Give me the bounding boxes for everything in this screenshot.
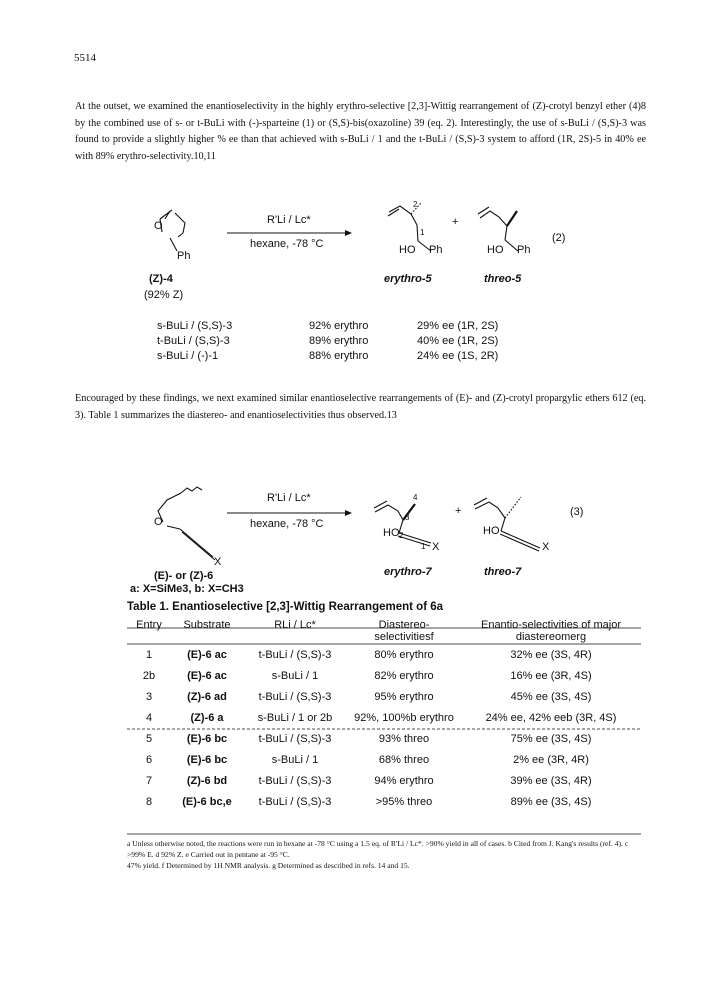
cell-enantio: 32% ee (3S, 4R): [510, 648, 592, 661]
table-row: [127, 644, 641, 665]
cell-substrate: (Z)-6 bd: [186, 774, 228, 787]
cell-rli: s-BuLi / 1: [271, 669, 319, 682]
scheme1-conditions: hexane, -78 °C: [250, 238, 324, 250]
cell-entry: 6: [145, 753, 153, 766]
scheme1-product2-label: threo-5: [484, 273, 522, 285]
scheme1-ph-1: Ph: [429, 244, 443, 256]
scheme2-x-2: X: [542, 541, 550, 553]
cell-substrate: (E)-6 bc,e: [182, 795, 232, 808]
cell-substrate: (Z)-6 a: [190, 711, 224, 724]
scheme2-x-label: X: [214, 556, 222, 568]
scheme1-num1: 1: [420, 228, 425, 237]
cell-enantio: 2% ee (3R, 4R): [513, 753, 589, 766]
scheme1-ho-1: HO: [399, 244, 416, 256]
condition-reagent: s-BuLi / (-)-1: [157, 350, 219, 362]
table-row: [127, 665, 641, 686]
cell-substrate: (E)-6 ac: [187, 669, 227, 682]
cell-substrate: (Z)-6 ad: [187, 690, 227, 703]
substrate-4-skeleton: [175, 213, 185, 237]
scheme1-substrate-label: (Z)-4: [149, 273, 173, 285]
condition-selectivity: 92% erythro: [309, 320, 369, 332]
scheme2-eq-label: (3): [570, 506, 584, 518]
condition-row: [157, 319, 498, 334]
scheme1-plus: +: [452, 216, 459, 228]
condition-ee: 40% ee (1R, 2S): [417, 335, 499, 347]
scheme2-plus: +: [455, 505, 462, 517]
cell-rli: s-BuLi / 1 or 2b: [257, 711, 333, 724]
scheme2-x-1: X: [432, 541, 440, 553]
table-title: Table 1. Enantioselective [2,3]-Wittig Rearrangement of 6a: [127, 601, 444, 613]
table-footnotes: [127, 838, 641, 871]
threo-7-hash: [505, 497, 521, 518]
condition-row: [157, 349, 498, 364]
table-row: [127, 749, 641, 770]
scheme2-product2-label: threo-7: [484, 566, 522, 578]
header-rli: RLi / Lc*: [274, 619, 316, 631]
header-substrate: Substrate: [183, 619, 231, 631]
table-row: [127, 791, 641, 812]
cell-rli: t-BuLi / (S,S)-3: [258, 690, 332, 703]
header-enantio: Enantio-selectivities of major diastereomerg: [480, 619, 621, 643]
scheme2-substrate-def: a: X=SiMe3, b: X=CH3: [130, 583, 244, 595]
threo-7-alkyne: [500, 534, 539, 551]
table-row: [127, 728, 641, 749]
scheme2-num2: 2: [399, 531, 404, 540]
scheme1-reagent: R'Li / Lc*: [267, 214, 311, 226]
condition-selectivity: 88% erythro: [309, 350, 369, 362]
threo-5-chain: [480, 211, 507, 240]
scheme1-o-label: O: [154, 220, 163, 232]
cell-diastereo: >95% threo: [375, 795, 433, 808]
footnote-line-1: a Unless otherwise noted, the reactions were run in hexane at -78 °C using a 1.5 eq. of R'Li / Lc*. >90% yield in all of cases. b Cited from J. Kang's results (ref. 4). c >99% E. d 92% Z. e Carried out in pentane at -95 °C.: [127, 839, 629, 859]
cell-diastereo: 94% erythro: [374, 774, 434, 787]
scheme2-product1-label: erythro-7: [384, 566, 432, 578]
cell-diastereo: 95% erythro: [374, 690, 434, 703]
substrate-6-bond: [167, 526, 180, 529]
scheme2-substrate-label: (E)- or (Z)-6: [154, 570, 214, 582]
header-diastereo: Diastereo-selectivitiesf: [374, 619, 434, 643]
scheme2-num1: 1: [421, 542, 426, 551]
scheme2-reagent: R'Li / Lc*: [267, 492, 311, 504]
scheme1-num2: 2: [413, 200, 418, 209]
substrate-6-alkyne: [180, 529, 213, 557]
cell-rli: t-BuLi / (S,S)-3: [258, 648, 332, 661]
results-table: [127, 618, 641, 812]
scheme2-o-label: O: [154, 516, 163, 528]
scheme1-product1-label: erythro-5: [384, 273, 432, 285]
cell-enantio: 89% ee (3S, 4S): [510, 795, 592, 808]
cell-rli: s-BuLi / 1: [271, 753, 319, 766]
scheme2-ho-1: HO: [383, 527, 400, 539]
table-row: [127, 770, 641, 791]
header-entry: Entry: [136, 619, 162, 631]
cell-substrate: (E)-6 bc: [186, 753, 228, 766]
scheme1-eq-label: (2): [552, 232, 566, 244]
scheme2-num3: 3: [405, 513, 410, 522]
cell-entry: 2b: [142, 669, 156, 682]
condition-reagent: t-BuLi / (S,S)-3: [157, 335, 230, 347]
cell-enantio: 75% ee (3S, 4S): [510, 732, 592, 745]
scheme2-conditions: hexane, -78 °C: [250, 518, 324, 530]
condition-ee: 29% ee (1R, 2S): [417, 320, 499, 332]
cell-entry: 5: [145, 732, 153, 745]
condition-row: [157, 334, 498, 349]
cell-diastereo: 80% erythro: [374, 648, 434, 661]
cell-substrate: (E)-6 ac: [187, 648, 227, 661]
table-row: [127, 686, 641, 707]
cell-enantio: 39% ee (3S, 4R): [510, 774, 592, 787]
condition-selectivity: 89% erythro: [309, 335, 369, 347]
substrate-6-wavy: [181, 487, 202, 493]
table-row: [127, 707, 641, 728]
scheme1-ph-2: Ph: [517, 244, 531, 256]
threo-7-alkyne: [501, 531, 540, 548]
cell-enantio: 16% ee (3R, 4S): [510, 669, 592, 682]
paragraph-encouraged: Encouraged by these findings, we next examined similar enantioselective rearrangements of (E)- and (Z)-crotyl propargylic ethers 612 (eq. 3). Table 1 summarizes the diastereo- and enantioselectivities thus observed.13: [75, 393, 646, 421]
cell-entry: 7: [145, 774, 153, 787]
cell-entry: 8: [145, 795, 153, 808]
cell-enantio: 24% ee, 42% eeb (3R, 4S): [485, 711, 617, 724]
condition-ee: 24% ee (1S, 2R): [417, 350, 499, 362]
scheme2-num4: 4: [413, 493, 418, 502]
cell-substrate: (E)-6 bc: [186, 732, 228, 745]
scheme1-ho-2: HO: [487, 244, 504, 256]
cell-entry: 4: [145, 711, 153, 724]
cell-rli: t-BuLi / (S,S)-3: [258, 774, 332, 787]
cell-diastereo: 68% threo: [378, 753, 430, 766]
threo-5-wedge: [507, 211, 517, 226]
cell-diastereo: 82% erythro: [374, 669, 434, 682]
table-header-row: [127, 618, 641, 644]
page-number: 5514: [74, 52, 96, 64]
footnote-line-2: 47% yield. f Determined by 1H NMR analysis. g Determined as described in refs. 14 and 15.: [127, 861, 410, 870]
condition-reagent: s-BuLi / (S,S)-3: [157, 320, 233, 332]
substrate-6-alkyne: [182, 532, 215, 560]
cell-rli: t-BuLi / (S,S)-3: [258, 795, 332, 808]
cell-rli: t-BuLi / (S,S)-3: [258, 732, 332, 745]
substrate-4-bond: [170, 238, 177, 251]
arrow-head-icon: [345, 510, 352, 516]
paragraph-intro: At the outset, we examined the enantioselectivity in the highly erythro-selective [2,3]-Wittig rearrangement of (Z)-crotyl benzyl ether (4)8 by the combined use of s- or t-BuLi with (-)-sparteine (1) or (S,S)-bis(oxazoline) 39 (eq. 2). Interestingly, the use of s-BuLi / (S,S)-3 was found to provide a slightly higher % ee than that achieved with s-BuLi / 1 and the t-BuLi / (S,S)-3 system to afford (1R, 2S)-5 in 40% ee with 89% erythro-selectivity.10,11: [75, 101, 646, 162]
cell-diastereo: 93% threo: [378, 732, 430, 745]
cell-diastereo: 92%, 100%b erythro: [354, 711, 454, 724]
scheme1-ph-label: Ph: [177, 250, 191, 262]
cell-entry: 3: [145, 690, 153, 703]
scheme2-ho-2: HO: [483, 525, 500, 537]
condition-rows: [157, 319, 498, 364]
cell-enantio: 45% ee (3S, 4S): [510, 690, 592, 703]
scheme1-substrate-purity: (92% Z): [144, 289, 184, 301]
arrow-head-icon: [345, 230, 352, 236]
cell-entry: 1: [145, 648, 153, 661]
